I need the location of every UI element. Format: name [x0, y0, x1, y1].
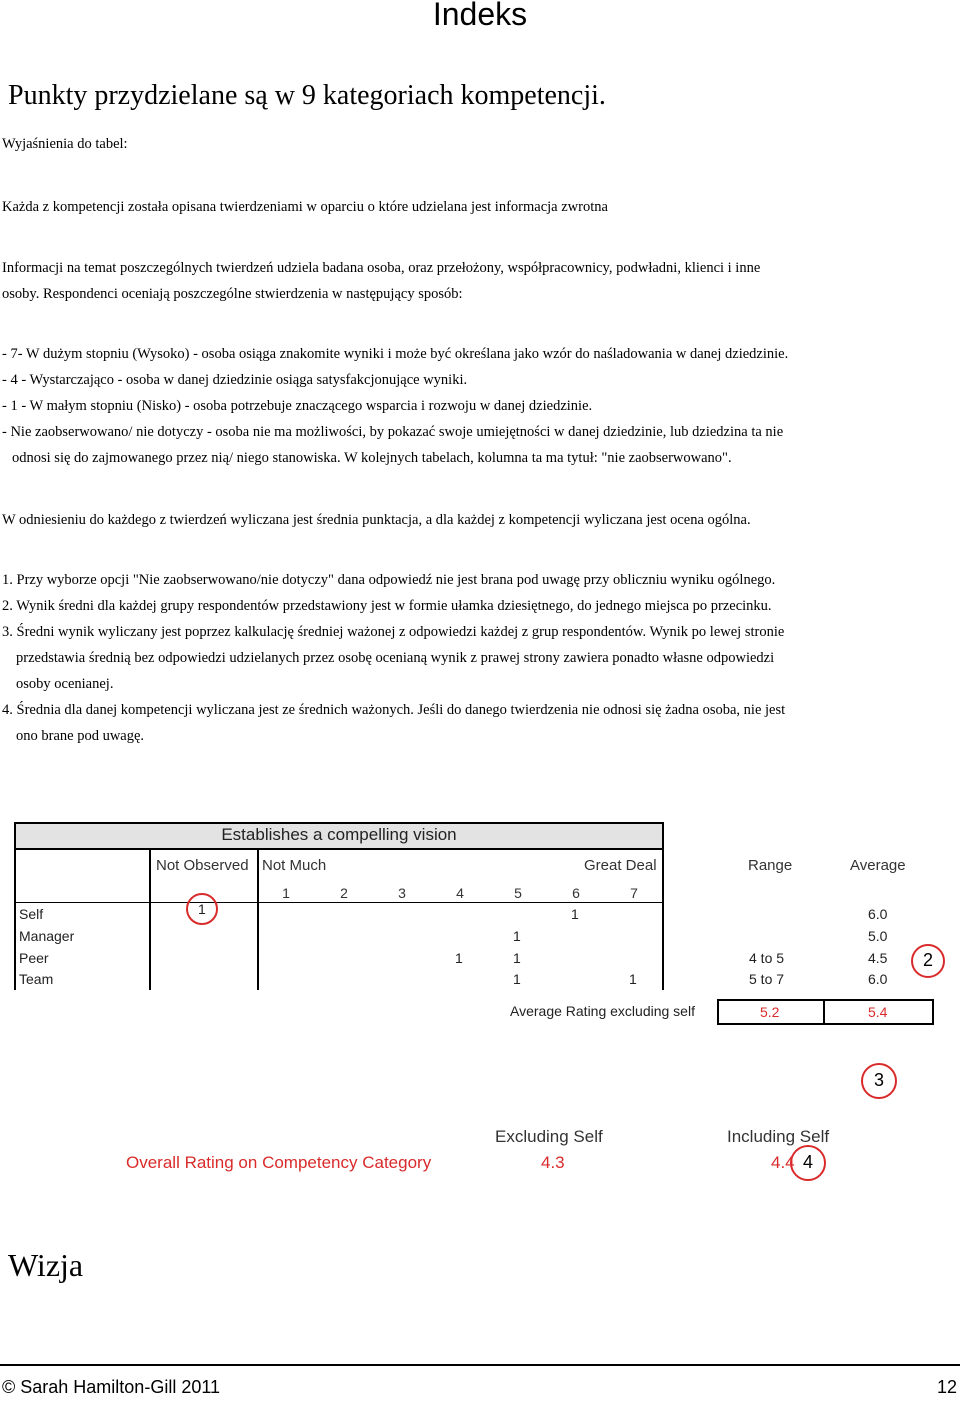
excluding-self-label: Excluding Self: [495, 1127, 603, 1146]
notes-list: [2, 567, 958, 749]
scale-number-4: 4: [456, 885, 464, 901]
table-divider-1: [149, 848, 151, 990]
page-title: Indeks: [432, 0, 528, 32]
header-great-deal: Great Deal: [584, 857, 657, 874]
peer-average: 4.5: [868, 950, 888, 966]
row-label-peer: Peer: [19, 950, 49, 966]
overall-rating-label: Overall Rating on Competency Category: [126, 1153, 432, 1172]
scale-item-7: - 7- W dużym stopniu (Wysoko) - osoba osiąga znakomite wyniki i może być określana jako wzór do naśladowania w danej dziedzinie.: [2, 346, 789, 362]
table-border-right: [662, 822, 664, 990]
scale-number-7: 7: [630, 885, 638, 901]
team-score-7: 1: [629, 971, 637, 987]
self-not-observed: 1: [198, 901, 206, 917]
scale-list: [2, 341, 958, 471]
row-label-manager: Manager: [19, 928, 75, 944]
header-average: Average: [850, 857, 906, 874]
figure-title: Establishes a compelling vision: [221, 825, 457, 844]
avg-excl-self-divider: [823, 999, 825, 1025]
table-header-rule: [14, 902, 664, 903]
row-label-team: Team: [19, 971, 54, 987]
page-number: 12: [936, 1377, 957, 1397]
scale-number-6: 6: [572, 885, 580, 901]
callout-number-4: 4: [802, 1152, 813, 1172]
scale-item-1: - 1 - W małym stopniu (Nisko) - osoba potrzebuje znaczącego wsparcia i rozwoju w danej dziedzinie.: [2, 398, 593, 414]
paragraph-2-line-1: Informacji na temat poszczególnych twierdzeń udziela badana osoba, oraz przełożony, współpracownicy, podwładni, klienci i inne: [2, 260, 761, 276]
self-score-6: 1: [571, 906, 579, 922]
note-3: 3. Średni wynik wyliczany jest poprzez kalkulację średniej ważonej z odpowiedzi każdej z grup respondentów. Wynik po lewej stronie: [2, 624, 785, 640]
subtitle: Punkty przydzielane są w 9 kategoriach kompetencji.: [8, 80, 606, 111]
avg-excl-self-box: [717, 999, 934, 1025]
avg-excl-self-range-value: 5.2: [760, 1004, 780, 1020]
scale-number-2: 2: [340, 885, 348, 901]
note-3-cont-2: osoby ocenianej.: [16, 676, 114, 692]
including-self-label: Including Self: [727, 1127, 830, 1146]
paragraph-2-line-2: osoby. Respondenci oceniają poszczególne stwierdzenia w następujący sposób:: [2, 286, 463, 302]
table-divider-2: [257, 848, 259, 990]
footer-copyright: © Sarah Hamilton-Gill 2011: [2, 1377, 221, 1397]
header-range: Range: [748, 857, 793, 874]
note-2: 2. Wynik średni dla każdej grupy respondentów przedstawiony jest w formie ułamka dziesiętnego, do jednego miejsca po przecinku.: [2, 598, 772, 614]
header-not-much: Not Much: [262, 857, 327, 874]
peer-range: 4 to 5: [749, 950, 785, 966]
callout-number-3: 3: [873, 1070, 884, 1090]
callout-number-2: 2: [922, 950, 933, 970]
overall-excluding-value: 4.3: [541, 1153, 565, 1172]
scale-number-5: 5: [514, 885, 522, 901]
table-border-left: [14, 848, 16, 990]
header-not-observed: Not Observed: [156, 857, 249, 874]
manager-average: 5.0: [868, 928, 888, 944]
manager-score-5: 1: [513, 928, 521, 944]
peer-score-4: 1: [455, 950, 463, 966]
section-heading: Wizja: [8, 1247, 84, 1283]
footer-rule: [0, 1364, 960, 1366]
row-label-self: Self: [19, 906, 44, 922]
paragraph-1: Każda z kompetencji została opisana twierdzeniami w oparciu o które udzielana jest informacja zwrotna: [2, 199, 608, 215]
scale-number-1: 1: [282, 885, 290, 901]
note-4-cont: ono brane pod uwagę.: [16, 728, 145, 744]
scale-number-3: 3: [398, 885, 406, 901]
scale-item-not-observed-cont: odnosi się do zajmowanego przez nią/ niego stanowiska. W kolejnych tabelach, kolumna ta ma tytuł: "nie zaobserwowano".: [12, 450, 732, 466]
note-3-cont-1: przedstawia średnią bez odpowiedzi udzielanych przez osobę ocenianą wynik z prawej strony zawiera ponadto własne odpowiedzi: [16, 650, 775, 666]
avg-excl-self-label: Average Rating excluding self: [510, 1003, 695, 1019]
team-average: 6.0: [868, 971, 888, 987]
note-1: 1. Przy wyborze opcji "Nie zaobserwowano/nie dotyczy" dana odpowiedź nie jest brana pod uwagę przy obliczniu wyniku ogólnego.: [2, 572, 776, 588]
callout-circle-1: [186, 893, 218, 925]
overall-including-value: 4.4: [771, 1153, 795, 1172]
note-4: 4. Średnia dla danej kompetencji wyliczana jest ze średnich ważonych. Jeśli do danego twierdzenia nie odnosi się żadna osoba, nie jest: [2, 702, 786, 718]
peer-score-5: 1: [513, 950, 521, 966]
team-score-5: 1: [513, 971, 521, 987]
scale-item-not-observed: - Nie zaobserwowano/ nie dotyczy - osoba nie ma możliwości, by pokazać swoje umiejętności w danej dziedzinie, lub dziedzina ta nie: [2, 424, 784, 440]
avg-excl-self-average-value: 5.4: [868, 1004, 888, 1020]
self-average: 6.0: [868, 906, 888, 922]
scale-item-4: - 4 - Wystarczająco - osoba w danej dziedzinie osiąga satysfakcjonujące wyniki.: [2, 372, 468, 388]
team-range: 5 to 7: [749, 971, 785, 987]
paragraph-3: W odniesieniu do każdego z twierdzeń wyliczana jest średnia punktacja, a dla każdej z kompetencji wyliczana jest ocena ogólna.: [2, 512, 751, 528]
intro-text: Wyjaśnienia do tabel:: [2, 136, 128, 152]
